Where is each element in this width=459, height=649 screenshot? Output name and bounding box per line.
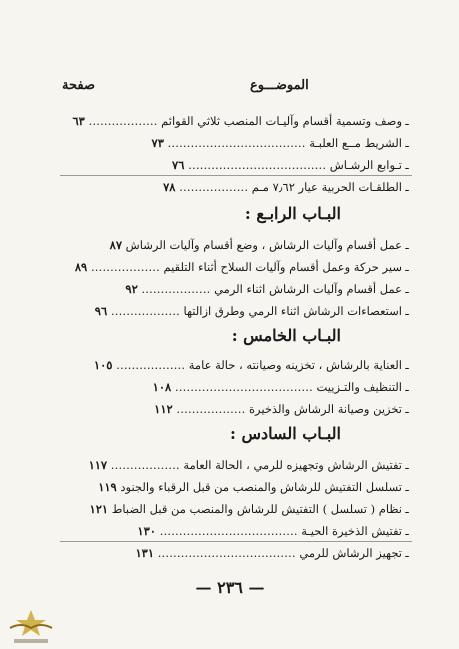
divider (60, 541, 412, 542)
toc-entry-text: سير حركة وعمل أقسام وآليات السلاح أثناء التلقيم (163, 260, 402, 274)
toc-entry-text: تسلسل التفتيش للرشاش والمنصب من قبل الرقباء والجنود (120, 480, 402, 494)
toc-entry-text: نظام ( تسلسل ) التفتيش للرشاش والمنصب من قبل الضباط (111, 502, 402, 516)
watermark-logo-icon (6, 606, 56, 646)
toc-entry: ـعمل أقسام وآليات الرشاش ، وضع أقسام وآليات الرشاش ٨٧ (109, 238, 409, 252)
toc-entry: ـوصف وتسمية أقسام وآليـات المنصب ثلاثي القوائم ……………… ٦٣ (72, 114, 409, 128)
toc-entry: ـتفتيش الذخيرة الحيـة ……………………………… ١٣٠ (137, 524, 409, 538)
toc-entry-text: عمل أقسام وآليات الرشاش اثناء الرمي (214, 282, 402, 296)
toc-entry-page: ٨٩ (74, 260, 88, 274)
toc-entry-text: استعصاءات الرشاش اثناء الرمي وطرق ازالتها (183, 304, 402, 318)
toc-entry: ـتجهيز الرشاش للرمي ……………………………… ١٣١ (135, 546, 409, 560)
toc-entry: ـنظام ( تسلسل ) التفتيش للرشاش والمنصب من قبل الضباط ١٢١ (89, 502, 409, 516)
toc-entry-page: ١٠٥ (93, 358, 113, 372)
toc-entry-page: ٩٦ (94, 304, 108, 318)
toc-entry-text: العناية بالرشاش ، تخزينه وصيانته ، حالة عامة (188, 358, 402, 372)
toc-entry: ـالتنظيف والتـزييت ……………………………… ١٠٨ (152, 380, 409, 394)
toc-entry-text: تفتيش الرشاش وتجهيزه للرمي ، الحالة العامة (183, 458, 402, 472)
toc-entry-page: ٨٧ (109, 238, 123, 252)
toc-entry-page: ١٣١ (135, 546, 154, 560)
toc-entry-text: عمل أقسام وآليات الرشاش ، وضع أقسام وآليات الرشاش (125, 238, 402, 252)
toc-entry: ـتخزين وصيانة الرشاش والذخيرة ……………… ١١٢ (154, 402, 409, 416)
subject-column-header: الموضـــوع (250, 78, 309, 93)
toc-entry-text: التنظيف والتـزييت (316, 380, 402, 394)
toc-entry: ـسير حركة وعمل أقسام وآليات السلاح أثناء التلقيم ……………… ٨٩ (74, 260, 409, 274)
toc-entry-page: ٦٣ (72, 114, 85, 128)
toc-entry-page: ١٠٨ (152, 380, 172, 394)
toc-entry-text: الشريط مــع العلبـة (309, 136, 402, 150)
toc-entry: ـالطلقـات الحربية عيار ٧٫٦٢ مـم ……………… ٧٨ (163, 180, 409, 194)
page-number: — ٢٣٦ — (195, 578, 265, 597)
toc-entry-text: تخزين وصيانة الرشاش والذخيرة (248, 402, 402, 416)
toc-entry: ـتـوابع الرشـاش ……………………………… ٧٦ (172, 158, 409, 172)
toc-entry-page: ٧٦ (172, 158, 185, 172)
toc-entry: ـتفتيش الرشاش وتجهيزه للرمي ، الحالة العامة ……………… ١١٧ (88, 458, 409, 472)
toc-entry-text: تفتيش الذخيرة الحيـة (301, 524, 402, 538)
toc-entry: ـاستعصاءات الرشاش اثناء الرمي وطرق ازالتها ……………… ٩٦ (94, 304, 409, 318)
toc-entry-page: ١٣٠ (137, 524, 156, 538)
toc-entry-page: ١١٧ (88, 458, 108, 472)
toc-entry: ـعمل أقسام وآليات الرشاش اثناء الرمي ……………… ٩٢ (125, 282, 409, 296)
toc-entry: ـالعناية بالرشاش ، تخزينه وصيانته ، حالة عامة ……………… ١٠٥ (93, 358, 409, 372)
toc-entry: ـتسلسل التفتيش للرشاش والمنصب من قبل الرقباء والجنود ١١٩ (98, 480, 409, 494)
toc-entry-page: ٩٢ (125, 282, 138, 296)
toc-entry-page: ١١٩ (98, 480, 117, 494)
toc-entry-page: ٧٨ (163, 180, 176, 194)
chapter-heading: البـاب السادس : (230, 424, 341, 443)
toc-entry: ـالشريط مــع العلبـة ……………………………… ٧٣ (151, 136, 409, 150)
chapter-heading: البـاب الخامس : (231, 326, 341, 345)
chapter-heading: البـاب الرابـع : (244, 204, 341, 223)
toc-entry-text: تـوابع الرشـاش (329, 158, 402, 172)
toc-entry-page: ١١٢ (154, 402, 173, 416)
divider (60, 175, 412, 176)
toc-entry-page: ٧٣ (151, 136, 164, 150)
page-column-header: صفحة (62, 78, 95, 93)
toc-entry-text: الطلقـات الحربية عيار ٧٫٦٢ مـم (251, 180, 402, 194)
toc-entry-page: ١٢١ (89, 502, 109, 516)
toc-entry-text: تجهيز الرشاش للرمي (299, 546, 402, 560)
toc-entry-text: وصف وتسمية أقسام وآليـات المنصب ثلاثي القوائم (161, 114, 402, 128)
